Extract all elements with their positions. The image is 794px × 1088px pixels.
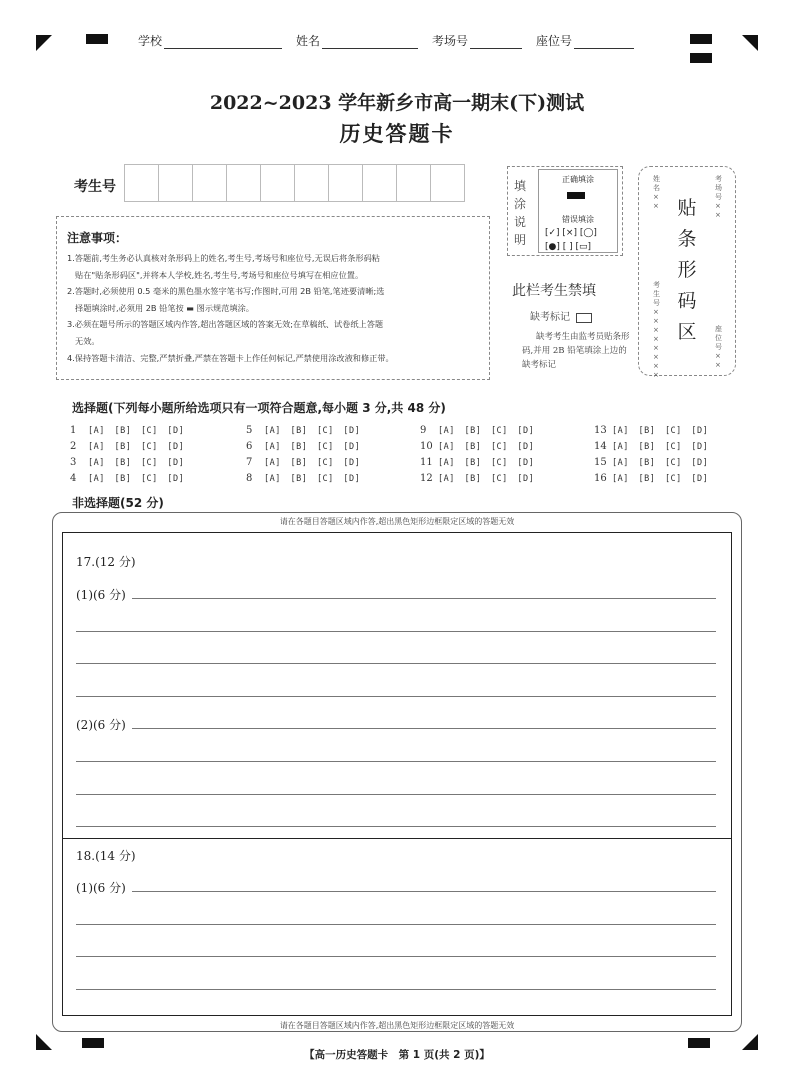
mcq-question xyxy=(70,457,184,468)
mcq-question xyxy=(70,425,184,436)
notice-title: 注意事项： xyxy=(67,231,128,245)
mcq-number: 15 xyxy=(594,457,607,468)
mcq-options[interactable]: [A] [B] [C] [D] xyxy=(88,426,185,436)
notice-item: 3.必须在题号所示的答题区域内作答,超出答题区域的答案无效;在草稿纸、试卷纸上答题 xyxy=(67,319,384,330)
answer-region xyxy=(62,532,732,1016)
mcq-options[interactable]: [A] [B] [C] [D] xyxy=(438,426,535,436)
student-id-grid[interactable] xyxy=(124,164,465,202)
id-cell[interactable] xyxy=(329,165,363,201)
id-cell[interactable] xyxy=(125,165,159,201)
id-cell[interactable] xyxy=(193,165,227,201)
mcq-number: 16 xyxy=(594,473,607,484)
absent-mark-row xyxy=(530,308,592,323)
boundary-note-bottom: 请在各题目答题区域内作答,超出黑色矩形边框限定区域的答题无效 xyxy=(279,1021,515,1030)
mcq-question xyxy=(594,425,708,436)
mcq-question xyxy=(594,441,708,452)
wrong-fill-label: 错误填涂 xyxy=(562,215,594,224)
exam-room-field[interactable] xyxy=(470,34,522,49)
mcq-number: 2 xyxy=(70,441,77,452)
wrong-fill-row: [✓] [×] [◯] xyxy=(545,228,597,238)
mcq-number: 13 xyxy=(594,425,607,436)
notice-item: 择题填涂时,必须用 2B 铅笔按 ▬ 图示规范填涂。 xyxy=(75,302,254,313)
q18-part1-label: (1)(6 分) xyxy=(76,881,126,895)
answer-line[interactable] xyxy=(132,891,716,892)
mcq-number: 3 xyxy=(70,457,77,468)
mcq-number: 4 xyxy=(70,473,77,484)
answer-line[interactable] xyxy=(132,598,716,599)
answer-line[interactable] xyxy=(76,761,716,762)
answer-line[interactable] xyxy=(76,794,716,795)
timing-mark xyxy=(86,34,108,44)
mcq-question xyxy=(420,425,534,436)
exam-room-label: 考场号 xyxy=(432,34,469,48)
answer-line[interactable] xyxy=(76,631,716,632)
id-cell[interactable] xyxy=(159,165,193,201)
page-footer: 【高一历史答题卡 第 1 页(共 2 页)】 xyxy=(304,1049,490,1061)
mcq-number: 8 xyxy=(246,473,253,484)
correct-fill-label: 正确填涂 xyxy=(562,175,594,184)
mcq-number: 7 xyxy=(246,457,253,468)
mcq-question xyxy=(246,425,360,436)
non-mcq-heading: 非选择题(52 分) xyxy=(72,496,164,510)
mcq-question xyxy=(420,473,534,484)
id-cell[interactable] xyxy=(397,165,431,201)
timing-mark xyxy=(690,34,712,44)
corner-mark-top-right xyxy=(742,35,758,51)
notice-box xyxy=(56,216,490,380)
card-title: 历史答题卡 xyxy=(339,121,455,146)
mcq-options[interactable]: [A] [B] [C] [D] xyxy=(88,474,185,484)
mcq-options[interactable]: [A] [B] [C] [D] xyxy=(264,458,361,468)
mcq-question xyxy=(594,473,708,484)
answer-line[interactable] xyxy=(76,956,716,957)
sticker-area-label: 贴条形码区 xyxy=(677,197,697,343)
mcq-number: 10 xyxy=(420,441,433,452)
mcq-question xyxy=(246,441,360,452)
sticker-name: 姓名×× xyxy=(653,175,660,210)
notice-item: 1.答题前,考生务必认真核对条形码上的姓名,考生号,考场号和座位号,无误后将条形码粘 xyxy=(67,253,380,263)
mcq-options[interactable]: [A] [B] [C] [D] xyxy=(612,474,709,484)
sticker-seat: 座位号×× xyxy=(715,325,722,369)
answer-line[interactable] xyxy=(76,696,716,697)
q17-part2-label: (2)(6 分) xyxy=(76,718,126,732)
absent-label: 缺考标记 xyxy=(530,312,570,323)
forbid-title: 此栏考生禁填 xyxy=(512,283,596,299)
mcq-question xyxy=(420,457,534,468)
id-cell[interactable] xyxy=(431,165,464,201)
header-fields xyxy=(138,32,648,49)
mcq-number: 14 xyxy=(594,441,607,452)
answer-line[interactable] xyxy=(132,728,716,729)
fill-guide xyxy=(507,166,623,256)
absent-checkbox[interactable] xyxy=(576,313,592,323)
exam-title: 2022~2023 学年新乡市高一期末(下)测试 xyxy=(209,92,585,114)
mcq-options[interactable]: [A] [B] [C] [D] xyxy=(438,474,535,484)
mcq-options[interactable]: [A] [B] [C] [D] xyxy=(264,426,361,436)
barcode-sticker-area xyxy=(638,166,736,379)
mcq-number: 12 xyxy=(420,473,433,484)
mcq-question xyxy=(70,441,184,452)
mcq-options[interactable]: [A] [B] [C] [D] xyxy=(438,442,535,452)
question-divider xyxy=(62,838,732,839)
answer-line[interactable] xyxy=(76,989,716,990)
mcq-number: 9 xyxy=(420,425,427,436)
absent-note: 缺考考生由监考员贴条形码,并用 2B 铅笔填涂上边的缺考标记 xyxy=(522,332,630,370)
sticker-id: 考生号×××××××× xyxy=(653,281,660,379)
school-field[interactable] xyxy=(164,34,282,49)
mcq-question xyxy=(420,441,534,452)
answer-line[interactable] xyxy=(76,663,716,664)
notice-item: 贴在"贴条形码区",并将本人学校,姓名,考生号,考场号和座位号填写在相应位置。 xyxy=(75,269,364,280)
fill-guide-examples xyxy=(538,169,618,253)
student-id-label: 考生号 xyxy=(74,179,116,195)
q18-title: 18.(14 分) xyxy=(76,849,136,863)
notice-item: 无效。 xyxy=(75,335,100,346)
mcq-options[interactable]: [A] [B] [C] [D] xyxy=(88,442,185,452)
id-cell[interactable] xyxy=(363,165,397,201)
mcq-options[interactable]: [A] [B] [C] [D] xyxy=(264,442,361,452)
id-cell[interactable] xyxy=(295,165,329,201)
boundary-note-top: 请在各题目答题区域内作答,超出黑色矩形边框限定区域的答题无效 xyxy=(279,517,515,526)
seat-field[interactable] xyxy=(574,34,634,49)
mcq-number: 5 xyxy=(246,425,253,436)
mcq-heading: 选择题(下列每小题所给选项只有一项符合题意,每小题 3 分,共 48 分) xyxy=(72,401,446,415)
notice-item: 4.保持答题卡清洁、完整,严禁折叠,严禁在答题卡上作任何标记,严禁使用涂改液和修正带。 xyxy=(67,352,394,363)
mcq-number: 6 xyxy=(246,441,253,452)
mcq-options[interactable]: [A] [B] [C] [D] xyxy=(438,458,535,468)
timing-mark xyxy=(690,53,712,63)
id-cell[interactable] xyxy=(261,165,295,201)
fill-guide-label: 填涂说明 xyxy=(514,179,527,247)
name-label: 姓名 xyxy=(296,34,321,48)
school-label: 学校 xyxy=(138,34,163,48)
mcq-number: 11 xyxy=(420,457,433,468)
sticker-room: 考场号×× xyxy=(715,175,722,219)
q17-title: 17.(12 分) xyxy=(76,555,136,569)
mcq-question xyxy=(594,457,708,468)
q17-part1-label: (1)(6 分) xyxy=(76,588,126,602)
correct-fill-mark xyxy=(567,192,585,199)
answer-line[interactable] xyxy=(76,826,716,827)
mcq-question xyxy=(70,473,184,484)
name-field[interactable] xyxy=(322,34,418,49)
mcq-question xyxy=(246,457,360,468)
mcq-options[interactable]: [A] [B] [C] [D] xyxy=(612,442,709,452)
id-cell[interactable] xyxy=(227,165,261,201)
mcq-question xyxy=(246,473,360,484)
seat-label: 座位号 xyxy=(536,34,573,48)
mcq-number: 1 xyxy=(70,425,77,436)
wrong-fill-row: [●] [ ] [▭] xyxy=(545,242,592,252)
corner-mark-top-left xyxy=(36,35,52,51)
mcq-options[interactable]: [A] [B] [C] [D] xyxy=(88,458,185,468)
mcq-options[interactable]: [A] [B] [C] [D] xyxy=(264,474,361,484)
mcq-options[interactable]: [A] [B] [C] [D] xyxy=(612,426,709,436)
notice-item: 2.答题时,必须使用 0.5 毫米的黑色墨水签字笔书写;作图时,可用 2B 铅笔,笔迹要清晰;选 xyxy=(67,286,385,297)
answer-line[interactable] xyxy=(76,924,716,925)
mcq-options[interactable]: [A] [B] [C] [D] xyxy=(612,458,709,468)
